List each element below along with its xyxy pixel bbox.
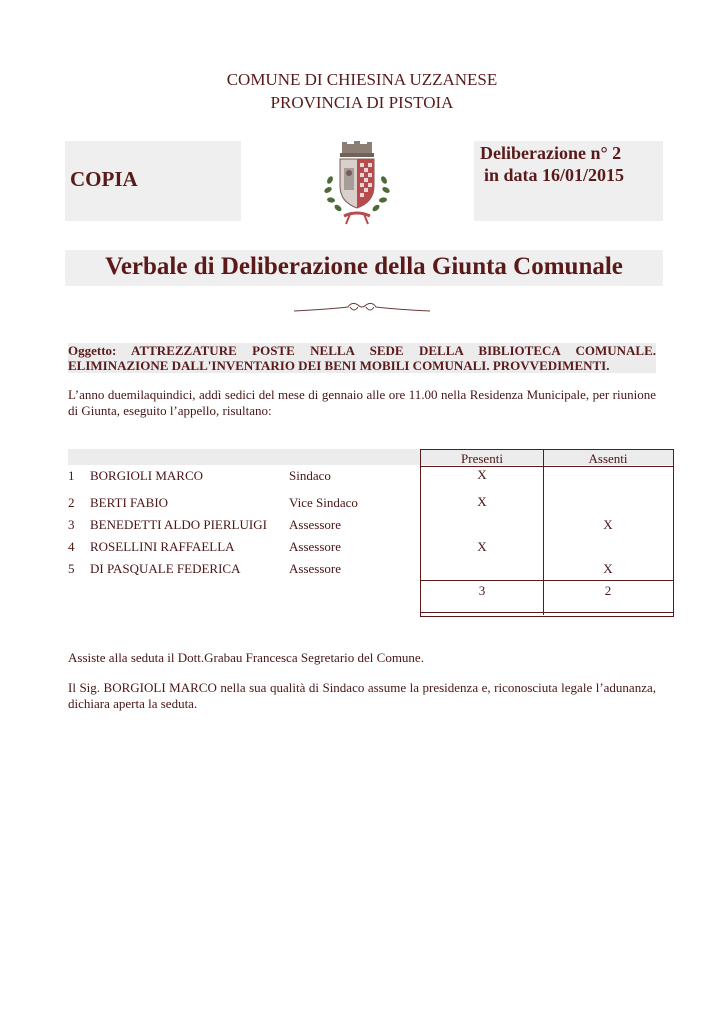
row-number: 1 — [68, 468, 75, 483]
ornament-divider-icon — [292, 297, 432, 317]
deliberazione-number: Deliberazione n° 2 — [480, 143, 622, 163]
presente-mark: X — [477, 467, 487, 482]
member-name: BORGIOLI MARCO — [90, 468, 204, 483]
table-bottom-divider — [420, 612, 674, 613]
member-role: Vice Sindaco — [289, 495, 358, 510]
municipal-crest-icon — [316, 140, 398, 226]
total-assenti: 2 — [604, 583, 612, 598]
table-totals-divider — [420, 580, 674, 581]
subject-line-1: Oggetto: ATTREZZATURE POSTE NELLA SEDE DELLA BIBLIOTECA COMUNALE. — [68, 343, 656, 358]
row-number: 3 — [68, 517, 75, 532]
presente-mark: X — [477, 494, 487, 509]
document-title: Verbale di Deliberazione della Giunta Comunale — [105, 253, 623, 280]
assente-mark: X — [603, 517, 613, 532]
subject-block — [68, 343, 656, 373]
member-role: Assessore — [289, 539, 341, 554]
deliberazione-box — [474, 141, 663, 221]
comune-name: COMUNE DI CHIESINA UZZANESE — [226, 70, 498, 89]
header-assenti: Assenti — [588, 451, 628, 466]
deliberazione-date: in data 16/01/2015 — [484, 165, 625, 185]
member-name: BERTI FABIO — [90, 495, 169, 510]
secretary-paragraph: Assiste alla seduta il Dott.Grabau Francesca Segretario del Comune. — [68, 650, 424, 665]
document-title-box — [65, 250, 663, 286]
copia-label: COPIA — [70, 167, 138, 191]
member-name: ROSELLINI RAFFAELLA — [90, 539, 235, 554]
row-number: 4 — [68, 539, 75, 554]
provincia-name: PROVINCIA DI PISTOIA — [270, 93, 454, 112]
row-number: 5 — [68, 561, 75, 576]
intro-paragraph: L’anno duemilaquindici, addì sedici del mese di gennaio alle ore 11.00 nella Residenza Municipale, per riunione di Giunta, eseguito l’appello, risultano: — [68, 387, 656, 418]
presidency-paragraph: Il Sig. BORGIOLI MARCO nella sua qualità di Sindaco assume la presidenza e, riconosciuta legale l’adunanza, dichiara aperta la seduta. — [68, 680, 656, 711]
copia-box — [65, 141, 241, 221]
subject-line-2: ELIMINAZIONE DALL'INVENTARIO DEI BENI MOBILI COMUNALI. PROVVEDIMENTI. — [68, 358, 610, 373]
row-number: 2 — [68, 495, 75, 510]
member-role: Sindaco — [289, 468, 331, 483]
total-presenti: 3 — [478, 583, 486, 598]
member-role: Assessore — [289, 517, 341, 532]
member-role: Assessore — [289, 561, 341, 576]
presente-mark: X — [477, 539, 487, 554]
member-name: DI PASQUALE FEDERICA — [90, 561, 241, 576]
header-presenti: Presenti — [461, 451, 503, 466]
assente-mark: X — [603, 561, 613, 576]
member-name: BENEDETTI ALDO PIERLUIGI — [90, 517, 267, 532]
